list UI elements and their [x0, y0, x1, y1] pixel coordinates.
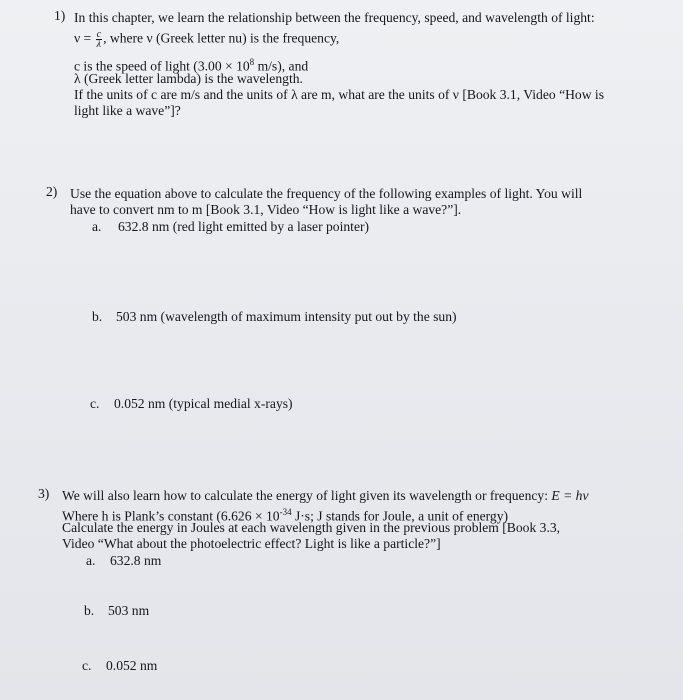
question-2a-text: 632.8 nm (red light emitted by a laser pointer) — [118, 219, 370, 234]
question-1-number: 1) — [54, 8, 66, 23]
question-3b-text: 503 nm — [108, 603, 150, 618]
formula-fraction — [96, 30, 102, 49]
question-3-number: 3) — [38, 486, 50, 501]
question-2b-text: 503 nm (wavelength of maximum intensity put out by the sun) — [116, 309, 457, 324]
speed-of-light-text: c is the speed of light (3.00 × 10 — [74, 58, 250, 74]
planck-text: Where h is Plank’s constant (6.626 × 10 — [62, 508, 280, 524]
formula-tail: , where ν (Greek letter nu) is the frequency, — [103, 30, 340, 46]
question-2-line-1: Use the equation above to calculate the frequency of the following examples of light. You will — [70, 186, 583, 201]
planck-tail: J·s; J stands for Joule, a unit of energy) — [291, 508, 509, 524]
question-1-line-6: light like a wave”]? — [74, 103, 181, 118]
question-2c-label: c. — [90, 396, 100, 411]
question-3-line-4: Video “What about the photoelectric effect? Light is like a particle?”] — [62, 536, 441, 551]
question-3c-text: 0.052 nm — [106, 658, 158, 673]
planck-exponent: -34 — [279, 507, 292, 517]
question-1-formula-line — [74, 30, 339, 49]
question-2c-text: 0.052 nm (typical medial x-rays) — [114, 396, 293, 411]
question-1-line-5: If the units of c are m/s and the units of λ are m, what are the units of ν [Book 3.1, Video “How is — [74, 87, 605, 102]
formula-numerator: c — [96, 29, 102, 40]
speed-of-light-exponent: 8 — [249, 57, 255, 67]
formula-lhs: ν = — [74, 30, 92, 46]
question-2-number: 2) — [46, 184, 58, 199]
question-3c-label: c. — [82, 658, 92, 673]
question-3b-label: b. — [84, 603, 95, 618]
energy-formula: E = hν — [551, 488, 589, 503]
question-3-line-1 — [62, 488, 589, 504]
question-3-line-3: Calculate the energy in Joules at each wavelength given in the previous problem [Book 3.3, — [62, 520, 561, 535]
question-1-line-4: λ (Greek letter lambda) is the wavelength. — [74, 71, 303, 86]
question-2b-label: b. — [92, 309, 103, 324]
question-3a-text: 632.8 nm — [110, 553, 162, 568]
question-1-line-1: In this chapter, we learn the relationship between the frequency, speed, and wavelength of light: — [74, 10, 595, 25]
question-3a-label: a. — [86, 553, 96, 568]
formula-denominator: λ — [96, 39, 102, 50]
speed-of-light-tail: m/s), and — [254, 58, 309, 74]
question-2a-label: a. — [92, 219, 102, 234]
energy-intro-text: We will also learn how to calculate the energy of light given its wavelength or frequency: — [62, 488, 548, 503]
question-2-line-2: have to convert nm to m [Book 3.1, Video “How is light like a wave?”]. — [70, 202, 462, 217]
